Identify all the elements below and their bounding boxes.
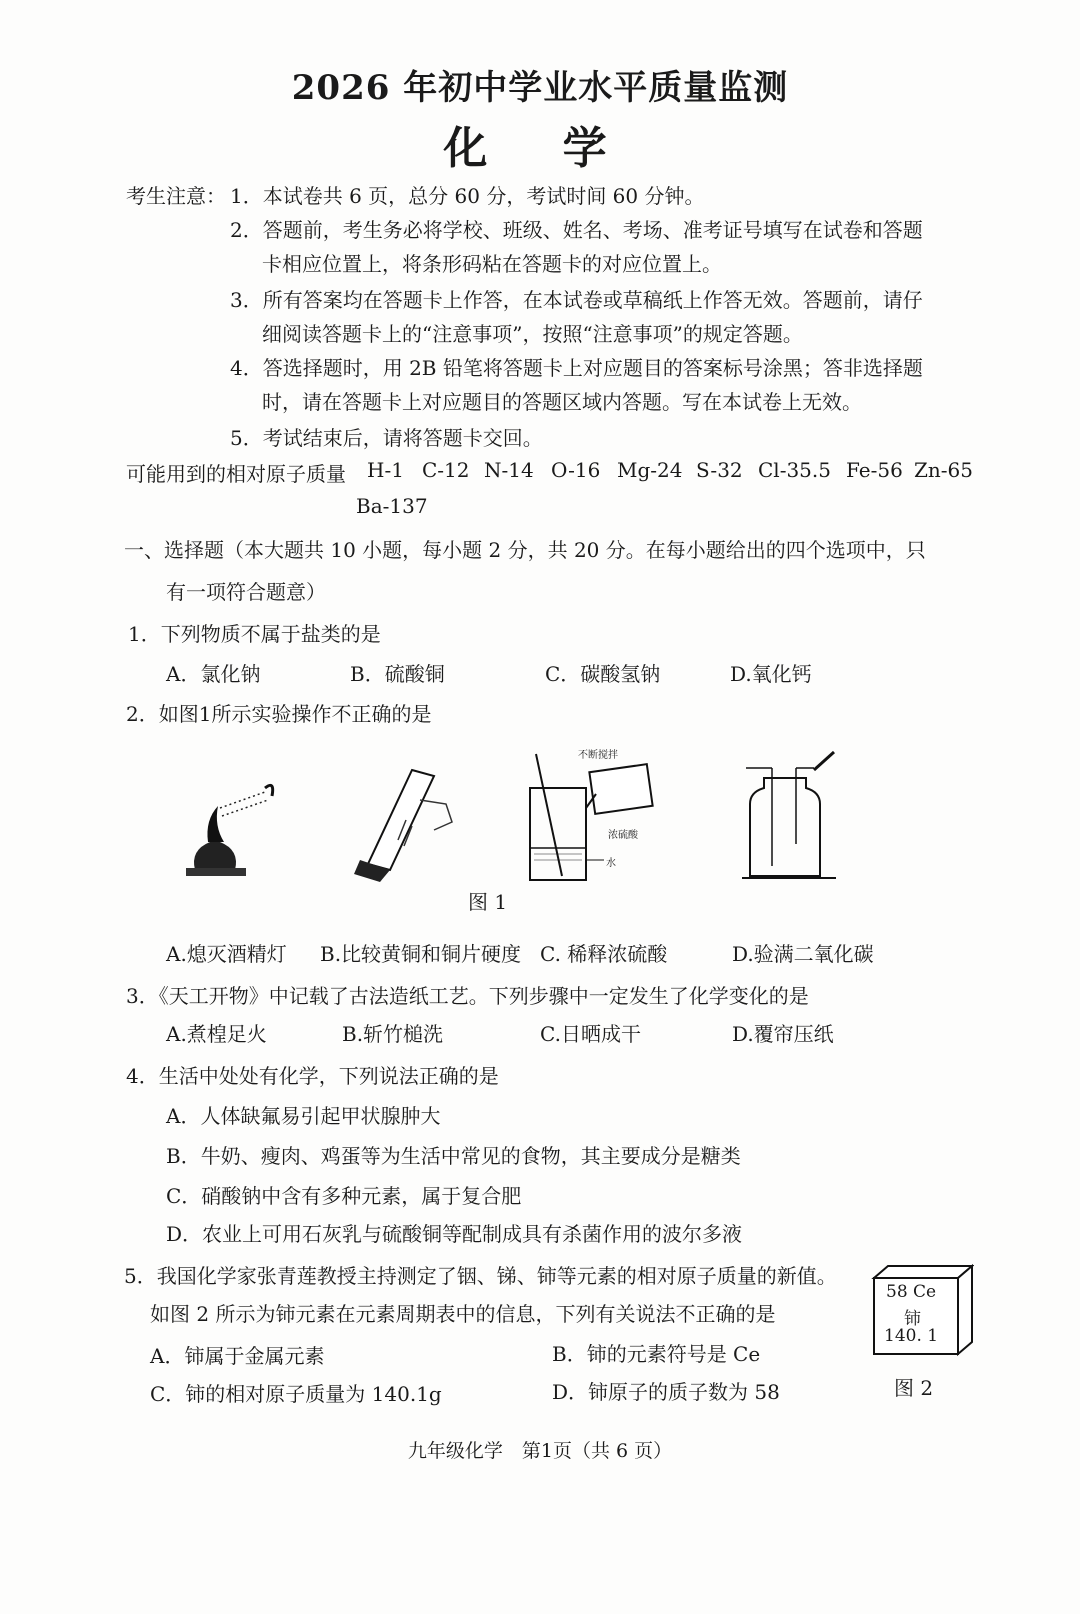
q1-option-b: B．硫酸铜 <box>350 662 445 686</box>
q2-option-c: C. 稀释浓硫酸 <box>540 942 668 966</box>
figure2-element-name: 铈 <box>904 1309 921 1329</box>
q5-option-a: A．铈属于金属元素 <box>150 1344 325 1368</box>
notice-item-5: 5．考试结束后，请将答题卡交回。 <box>230 426 543 450</box>
atomic-mass-o: O-16 <box>551 458 601 482</box>
notice-item-4-cont: 时，请在答题卡上对应题目的答题区域内答题。写在本试卷上无效。 <box>262 390 862 414</box>
atomic-mass-fe: Fe-56 <box>846 458 903 482</box>
figure1-dilute-acid <box>522 748 662 888</box>
notice-item-2: 2．答题前，考生务必将学校、班级、姓名、考场、准考证号填写在试卷和答题 <box>230 218 923 242</box>
notice-label: 考生注意： <box>126 184 226 208</box>
atomic-mass-cl: Cl-35.5 <box>758 458 831 482</box>
q5-option-d: D．铈原子的质子数为 58 <box>552 1380 780 1404</box>
q3-stem: 3．《天工开物》中记载了古法造纸工艺。下列步骤中一定发生了化学变化的是 <box>126 984 809 1008</box>
notice-item-2-cont: 卡相应位置上，将条形码粘在答题卡的对应位置上。 <box>262 252 722 276</box>
figure1-brass-hardness <box>350 760 470 885</box>
q2-option-a: A.熄灭酒精灯 <box>166 942 287 966</box>
q4-stem: 4．生活中处处有化学，下列说法正确的是 <box>126 1064 499 1088</box>
q2-option-b: B.比较黄铜和铜片硬度 <box>320 942 522 966</box>
q5-option-b: B．铈的元素符号是 Ce <box>552 1342 761 1366</box>
q2-stem: 2．如图1所示实验操作不正确的是 <box>126 702 432 726</box>
notice-item-1: 1．本试卷共 6 页，总分 60 分，考试时间 60 分钟。 <box>230 184 705 208</box>
atomic-mass-s: S-32 <box>696 458 743 482</box>
q1-stem: 1．下列物质不属于盐类的是 <box>128 622 381 646</box>
section1-heading: 一、选择题（本大题共 10 小题，每小题 2 分，共 20 分。在每小题给出的四个选项中，只 <box>124 538 926 562</box>
q5-stem: 5．我国化学家张青莲教授主持测定了铟、锑、铈等元素的相对原子质量的新值。 <box>124 1264 837 1288</box>
q5-option-c: C．铈的相对原子质量为 140.1g <box>150 1382 442 1406</box>
notice-item-3: 3．所有答案均在答题卡上作答，在本试卷或草稿纸上作答无效。答题前，请仔 <box>230 288 923 312</box>
figure2-element-mass: 140. 1 <box>884 1326 939 1346</box>
exam-title: 2026 年初中学业水平质量监测 <box>291 68 789 108</box>
q1-option-d: D.氧化钙 <box>730 662 812 686</box>
figure1-caption: 图 1 <box>468 890 508 914</box>
q4-option-b: B．牛奶、瘦肉、鸡蛋等为生活中常见的食物，其主要成分是糖类 <box>166 1144 741 1168</box>
q3-option-a: A.煮楻足火 <box>166 1022 267 1046</box>
notice-item-4: 4．答选择题时，用 2B 铅笔将答题卡上对应题目的答案标号涂黑；答非选择题 <box>230 356 923 380</box>
figure1-label-water: 水 <box>606 858 616 869</box>
figure1-label-stir: 不断搅拌 <box>578 750 618 761</box>
atomic-mass-label: 可能用到的相对原子质量 <box>126 462 346 486</box>
section1-heading-cont: 有一项符合题意） <box>166 580 326 604</box>
atomic-mass-c: C-12 <box>422 458 470 482</box>
q5-stem-cont: 如图 2 所示为铈元素在元素周期表中的信息，下列有关说法不正确的是 <box>150 1302 776 1326</box>
q3-option-c: C.日晒成干 <box>540 1022 641 1046</box>
atomic-mass-mg: Mg-24 <box>617 458 683 482</box>
q1-option-a: A．氯化钠 <box>166 662 261 686</box>
figure1-alcohol-lamp <box>180 770 290 885</box>
atomic-mass-h: H-1 <box>367 458 404 482</box>
q4-option-a: A．人体缺氟易引起甲状腺肿大 <box>166 1104 441 1128</box>
exam-subject: 化 学 <box>443 123 637 174</box>
figure2-caption: 图 2 <box>894 1376 934 1400</box>
figure2-element-cell <box>868 1262 974 1358</box>
figure1-co2-bottle <box>736 748 846 883</box>
q3-option-b: B.斩竹槌洗 <box>342 1022 444 1046</box>
q2-option-d: D.验满二氧化碳 <box>732 942 874 966</box>
q1-option-c: C．碳酸氢钠 <box>545 662 661 686</box>
figure2-number-symbol: 58 Ce <box>886 1282 937 1302</box>
atomic-mass-n: N-14 <box>484 458 534 482</box>
atomic-mass-ba: Ba-137 <box>356 494 428 518</box>
q4-option-c: C．硝酸钠中含有多种元素，属于复合肥 <box>166 1184 522 1208</box>
notice-item-3-cont: 细阅读答题卡上的“注意事项”，按照“注意事项”的规定答题。 <box>262 322 803 346</box>
page-footer: 九年级化学 第1页（共 6 页） <box>407 1440 673 1462</box>
atomic-mass-zn: Zn-65 <box>914 458 973 482</box>
q4-option-d: D．农业上可用石灰乳与硫酸铜等配制成具有杀菌作用的波尔多液 <box>166 1222 743 1246</box>
figure1-label-acid: 浓硫酸 <box>608 830 638 841</box>
q3-option-d: D.覆帘压纸 <box>732 1022 834 1046</box>
